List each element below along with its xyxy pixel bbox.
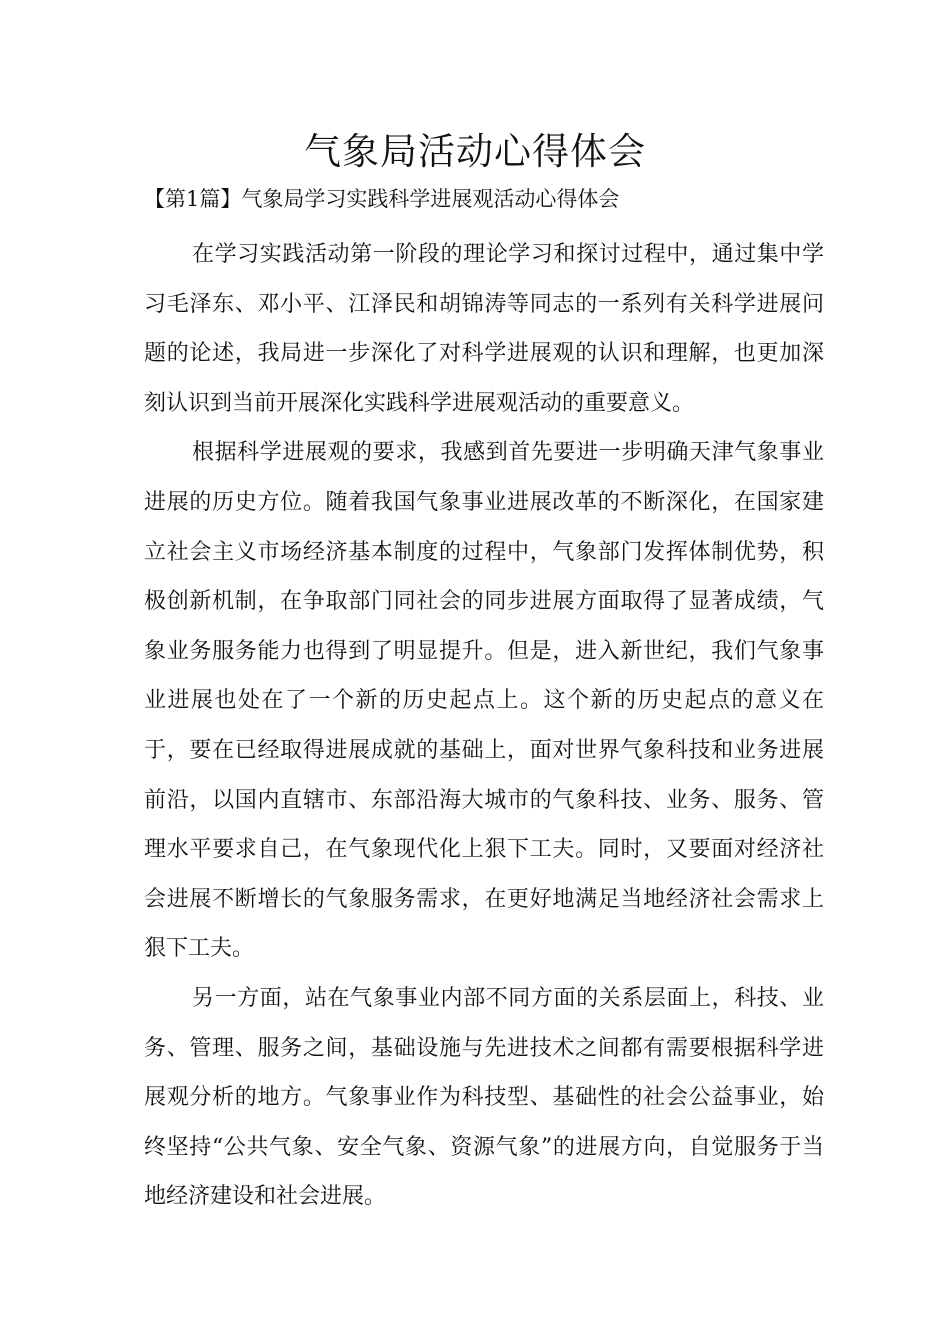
paragraph: 另一方面，站在气象事业内部不同方面的关系层面上，科技、业务、管理、服务之间，基础设施与先进技术之间都有需要根据科学进展观分析的地方。气象事业作为科技型、基础性的社会公益事业，始终坚持“公共气象、安全气象、资源气象”的进展方向，自觉服务于当地经济建设和社会进展。	[144, 985, 824, 1210]
paragraph: 在学习实践活动第一阶段的理论学习和探讨过程中，通过集中学习毛泽东、邓小平、江泽民和胡锦涛等同志的一系列有关科学进展问题的论述，我局进一步深化了对科学进展观的认识和理解，也更加深刻认识到当前开展深化实践科学进展观活动的重要意义。	[144, 242, 824, 416]
document-title: 气象局活动心得体会	[304, 130, 646, 173]
document-body	[144, 230, 824, 1222]
section-heading: 【第1篇】气象局学习实践科学进展观活动心得体会	[144, 187, 620, 211]
paragraph: 根据科学进展观的要求，我感到首先要进一步明确天津气象事业进展的历史方位。随着我国气象事业进展改革的不断深化，在国家建立社会主义市场经济基本制度的过程中，气象部门发挥体制优势，积极创新机制，在争取部门同社会的同步进展方面取得了显著成绩，气象业务服务能力也得到了明显提升。但是，进入新世纪，我们气象事业进展也处在了一个新的历史起点上。这个新的历史起点的意义在于，要在已经取得进展成就的基础上，面对世界气象科技和业务进展前沿，以国内直辖市、东部沿海大城市的气象科技、业务、服务、管理水平要求自己，在气象现代化上狠下工夫。同时，又要面对经济社会进展不断增长的气象服务需求，在更好地满足当地经济社会需求上狠下工夫。	[144, 440, 824, 962]
